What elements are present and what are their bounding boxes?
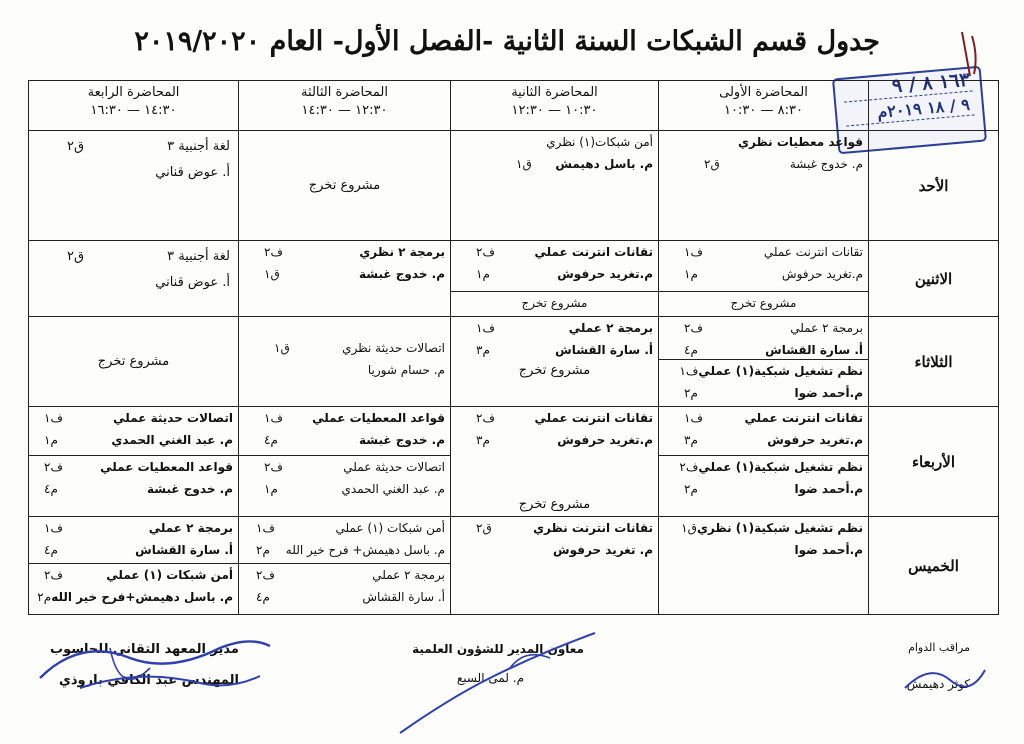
cell-wed-p1: تقانات انترنت عملي ف١ م.تغريد حرفوش م٣ نظم تشغيل شبكية(١) عملي ف٢ م.أحمد ضوا م٢ <box>659 407 869 517</box>
day-wednesday: الأربعاء <box>869 407 999 517</box>
row-tuesday <box>29 317 999 407</box>
cell-thu-p3: أمن شبكات (١) عملي ف١ م. باسل دهيمش+ فرح خير الله م٢ برمجة ٢ عملي ف٢ أ. سارة القشاش م٤ <box>239 517 451 615</box>
cell-sun-p3: مشروع تخرج <box>239 131 451 241</box>
cell-tue-p1: برمجة ٢ عملي ف٢ أ. سارة القشاش م٤ نظم تشغيل شبكية(١) عملي ف١ م.أحمد ضوا م٢ <box>659 317 869 407</box>
signature-attendance: مراقب الدوام كوثر دهيمش <box>906 641 970 691</box>
cell-wed-p2: تقانات انترنت عملي ف٢ م.تغريد حرفوش م٣ مشروع تخرج <box>451 407 659 517</box>
row-monday <box>29 241 999 317</box>
cell-sun-p1: قواعد معطيات نظري م. خدوج غبشة ق٢ <box>659 131 869 241</box>
day-thursday: الخميس <box>869 517 999 615</box>
cell-mon-p3: برمجة ٢ نظري ف٢ م. خدوج غبشة ق١ <box>239 241 451 317</box>
cell-wed-p3: قواعد المعطيات عملي ف١ م. خدوج غبشة م٤ اتصالات حديثة عملي ف٢ م. عبد الغني الحمدي م١ <box>239 407 451 517</box>
cell-mon-p1: تقانات انترنت عملي ف١ م.تغريد حرفوش م١ مشروع تخرج <box>659 241 869 317</box>
row-sunday <box>29 131 999 241</box>
cell-thu-p1: نظم تشغيل شبكية(١) نظري ق١ م.أحمد ضوا <box>659 517 869 615</box>
cell-thu-p4: برمجة ٢ عملي ف١ أ. سارة القشاش م٤ أمن شبكات (١) عملي ف٢ م. باسل دهيمش+فرح خير الله م٢ <box>29 517 239 615</box>
cell-sun-p2: أمن شبكات(١) نظري م. باسل دهيمش ق١ <box>451 131 659 241</box>
cell-wed-p4: اتصالات حديثة عملي ف١ م. عبد الغني الحمدي م١ قواعد المعطيات عملي ف٢ م. خدوج غبشة م٤ <box>29 407 239 517</box>
corner-header <box>869 81 999 131</box>
schedule-table <box>28 80 999 615</box>
signatures-area <box>0 628 1024 738</box>
header-row <box>29 81 999 131</box>
row-wednesday <box>29 407 999 517</box>
header-period-3: المحاضرة الثالثة ١٢:٣٠ — ١٤:٣٠ <box>239 81 451 131</box>
cell-thu-p2: تقانات انترنت نظري ق٢ م. تغريد حرفوش <box>451 517 659 615</box>
page-title: جدول قسم الشبكات السنة الثانية -الفصل الأول- العام ٢٠١٩/٢٠٢٠ <box>134 26 880 57</box>
header-period-4: المحاضرة الرابعة ١٤:٣٠ — ١٦:٣٠ <box>29 81 239 131</box>
attendance-signature-scribble-icon <box>900 658 990 698</box>
stamp-date: ٩ / ١٨ ٢٠١٩م <box>876 94 971 122</box>
cell-tue-p2: برمجة ٢ عملي ف١ أ. سارة القشاش م٣ مشروع تخرج <box>451 317 659 407</box>
cell-tue-p3: اتصالات حديثة نظري ق١ م. حسام شوريا <box>239 317 451 407</box>
row-thursday <box>29 517 999 615</box>
cell-tue-p4: مشروع تخرج <box>29 317 239 407</box>
day-sunday: الأحد <box>869 131 999 241</box>
cell-mon-p4: لغة أجنبية ٣ ق٢ أ. عوض قناني <box>29 241 239 317</box>
deputy-signature-scribble-icon <box>390 628 600 738</box>
cell-sun-p4: لغة أجنبية ٣ ق٢ أ. عوض قناني <box>29 131 239 241</box>
signature-director: مدير المعهد التقاني للحاسوب المهندس عبد الكافي باروذي <box>50 642 239 688</box>
day-monday: الاثنين <box>869 241 999 317</box>
signature-deputy: معاون المدير للشؤون العلمية م. لمى السبع <box>412 642 584 685</box>
director-signature-scribble-icon <box>20 628 280 708</box>
day-tuesday: الثلاثاء <box>869 317 999 407</box>
header-period-2: المحاضرة الثانية ١٠:٣٠ — ١٢:٣٠ <box>451 81 659 131</box>
handwritten-mark-icon <box>952 26 986 86</box>
stamp-number: ١٦٣ ٨ / ٩ <box>891 68 971 98</box>
cell-mon-p2: تقانات انترنت عملي ف٢ م.تغريد حرفوش م١ مشروع تخرج <box>451 241 659 317</box>
header-period-1: المحاضرة الأولى ٨:٣٠ — ١٠:٣٠ <box>659 81 869 131</box>
